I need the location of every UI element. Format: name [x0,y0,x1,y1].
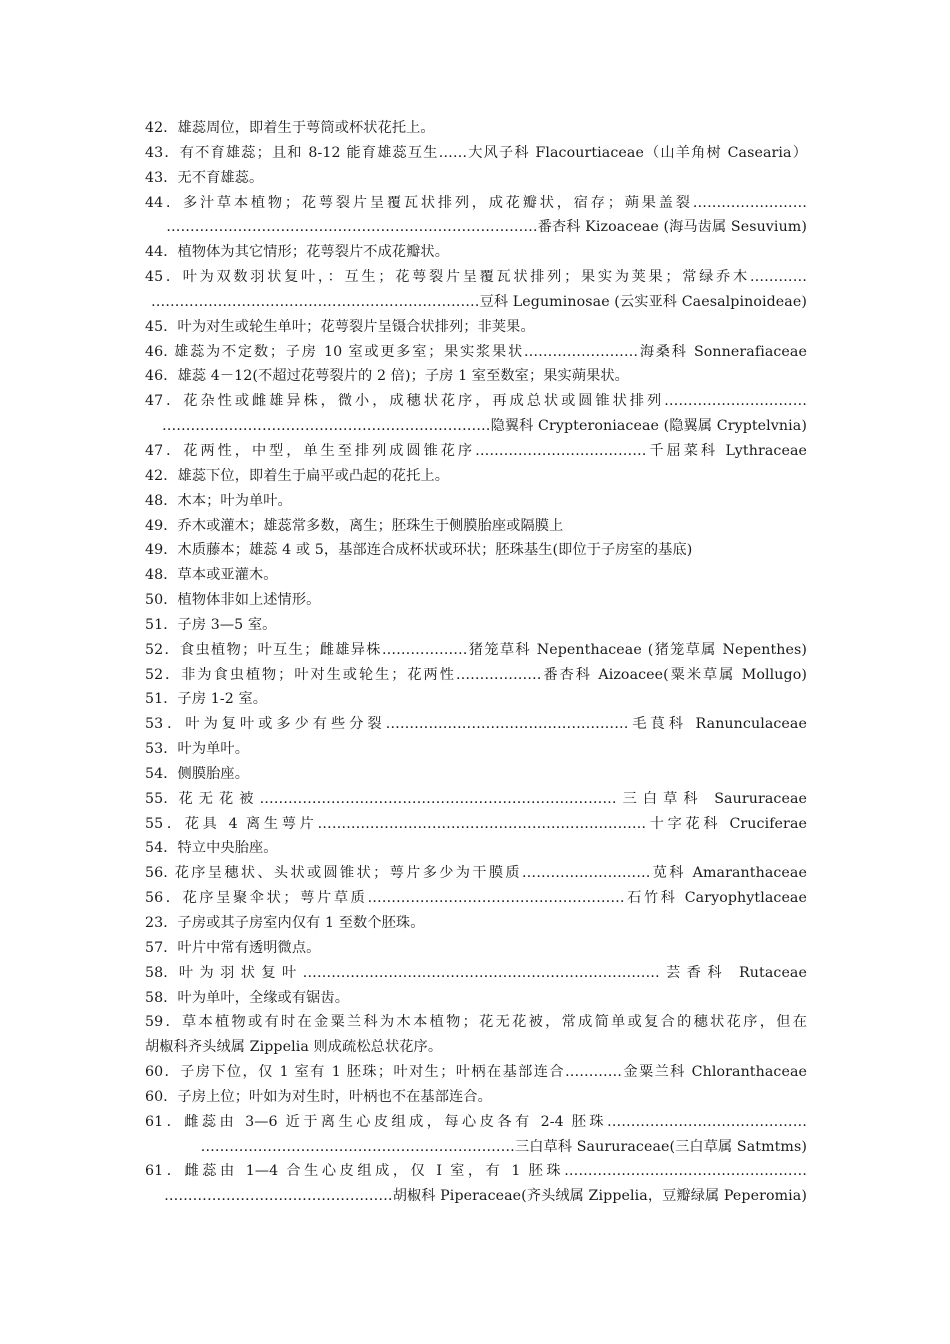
key-text-body [145,116,807,1209]
key-line: 49．木质藤本；雄蕊 4 或 5，基部连合成杯状或环状；胚珠基生(即位于子房室的基底) [145,542,693,559]
key-line: 53．叶为复叶或多少有些分裂……………………………………………毛茛科 Ranunculaceae [145,716,807,733]
key-line: 57．叶片中常有透明微点。 [145,939,321,956]
key-line: ……………………………………………………………隐翼科 Crypteroniaceae (隐翼属 Cryptelvnia) [161,418,807,435]
key-line: 58．叶为单叶，全缘或有锯齿。 [145,989,349,1006]
key-line: 54．侧膜胎座。 [145,765,249,782]
key-line: 56．花序呈聚伞状；萼片草质………………………………………………石竹科 Caryophytlaceae [145,890,807,907]
key-line: 43．有不育雄蕊；且和 8-12 能育雄蕊互生……大风子科 Flacourtiaceae（山羊角树 Casearia） [145,144,807,161]
key-line: 52．非为食虫植物；叶对生或轮生；花两性………………番杏科 Aizoacee(粟米草属 Mollugo) [145,666,807,683]
key-line: 60．子房上位；叶如为对生时，叶柄也不在基部连合。 [145,1088,492,1105]
key-line: 49．乔木或灌木；雄蕊常多数，离生；胚珠生于侧膜胎座或隔膜上 [145,517,564,534]
key-line: 56. 花序呈穗状、头状或圆锥状；萼片多少为干膜质………………………苋科 Amaranthaceae [145,865,807,882]
key-line: 45．叶为对生或轮生单叶；花萼裂片呈镊合状排列；非荚果。 [145,318,535,335]
key-line: ……………………………………………………………豆科 Leguminosae (云实亚科 Caesalpinoideae) [150,293,807,310]
key-line: 44．多汁草本植物；花萼裂片呈覆瓦状排列，成花瓣状，宿存；蒴果盖裂…………………… [145,194,807,211]
key-line: 48．木本；叶为单叶。 [145,492,292,509]
key-line: 60．子房下位，仅 1 室有 1 胚珠；叶对生；叶柄在基部连合…………金粟兰科 Chloranthaceae [145,1064,807,1081]
key-line: 43．无不育雄蕊。 [145,169,264,186]
key-line: 51．子房 1-2 室。 [145,691,268,708]
key-line: 46．雄蕊 4－12(不超过花萼裂片的 2 倍)；子房 1 室至数室；果实蒴果状。 [145,368,629,385]
key-line: 58. 叶为羽状复叶…………………………………………………………………芸香科 Rutaceae [145,964,807,981]
key-line: 胡椒科齐头绒属 Zippelia 则成疏松总状花序。 [145,1039,443,1056]
key-line: 61．雌蕊由 1—4 合生心皮组成，仅 I 室，有 1 胚珠…………………………………………… [145,1163,807,1180]
key-line: 23．子房或其子房室内仅有 1 至数个胚珠。 [145,915,425,931]
key-line: 55．花具 4 离生萼片……………………………………………………………十字花科 Cruciferae [145,815,807,832]
key-line: 55. 花无花被…………………………………………………………………三白草科 Saururaceae [145,790,807,807]
key-line: 47．花杂性或雌雄异株，微小，成穗状花序，再成总状或圆锥状排列………………………… [145,393,807,410]
key-line: 42．雄蕊周位，即着生于萼筒或杯状花托上。 [145,120,435,136]
key-line: 59．草本植物或有时在金粟兰科为木本植物；花无花被，常成简单或复合的穗状花序，但在 [145,1014,807,1031]
key-line: 42．雄蕊下位，即着生于扁平或凸起的花托上。 [145,467,450,484]
key-line: 61．雌蕊由 3—6 近于离生心皮组成，每心皮各有 2-4 胚珠…………………………………… [145,1113,807,1130]
key-line: 50．植物体非如上述情形。 [145,592,321,609]
key-line: 44．植物体为其它情形；花萼裂片不成花瓣状。 [145,244,450,261]
key-line: 46. 雄蕊为不定数；子房 10 室或更多室；果实浆果状……………………海桑科 Sonnerafiaceae [145,343,807,360]
key-line: 48．草本或亚灌木。 [145,567,278,584]
key-line: 47．花两性，中型，单生至排列成圆锥花序………………………………千屈菜科 Lythraceae [145,442,807,459]
key-line: …………………………………………………………三白草科 Saururaceae(三白草属 Satmtms) [200,1138,807,1155]
key-line: ……………………………………………………………………番杏科 Kizoaceae (海马齿属 Sesuvium) [166,219,807,236]
key-line: 52．食虫植物；叶互生；雌雄异株………………猪笼草科 Nepenthaceae (猪笼草属 Nepenthes) [145,641,807,658]
key-line: 51．子房 3—5 室。 [145,616,277,633]
key-line: …………………………………………胡椒科 Piperaceae(齐头绒属 Zippelia，豆瓣绿属 Peperomia) [164,1188,807,1205]
key-line: 53．叶为单叶。 [145,741,249,758]
key-line: 45．叶为双数羽状复叶，：互生；花萼裂片呈覆瓦状排列；果实为荚果；常绿乔木………… [145,269,807,286]
key-line: 54．特立中央胎座。 [145,840,278,857]
